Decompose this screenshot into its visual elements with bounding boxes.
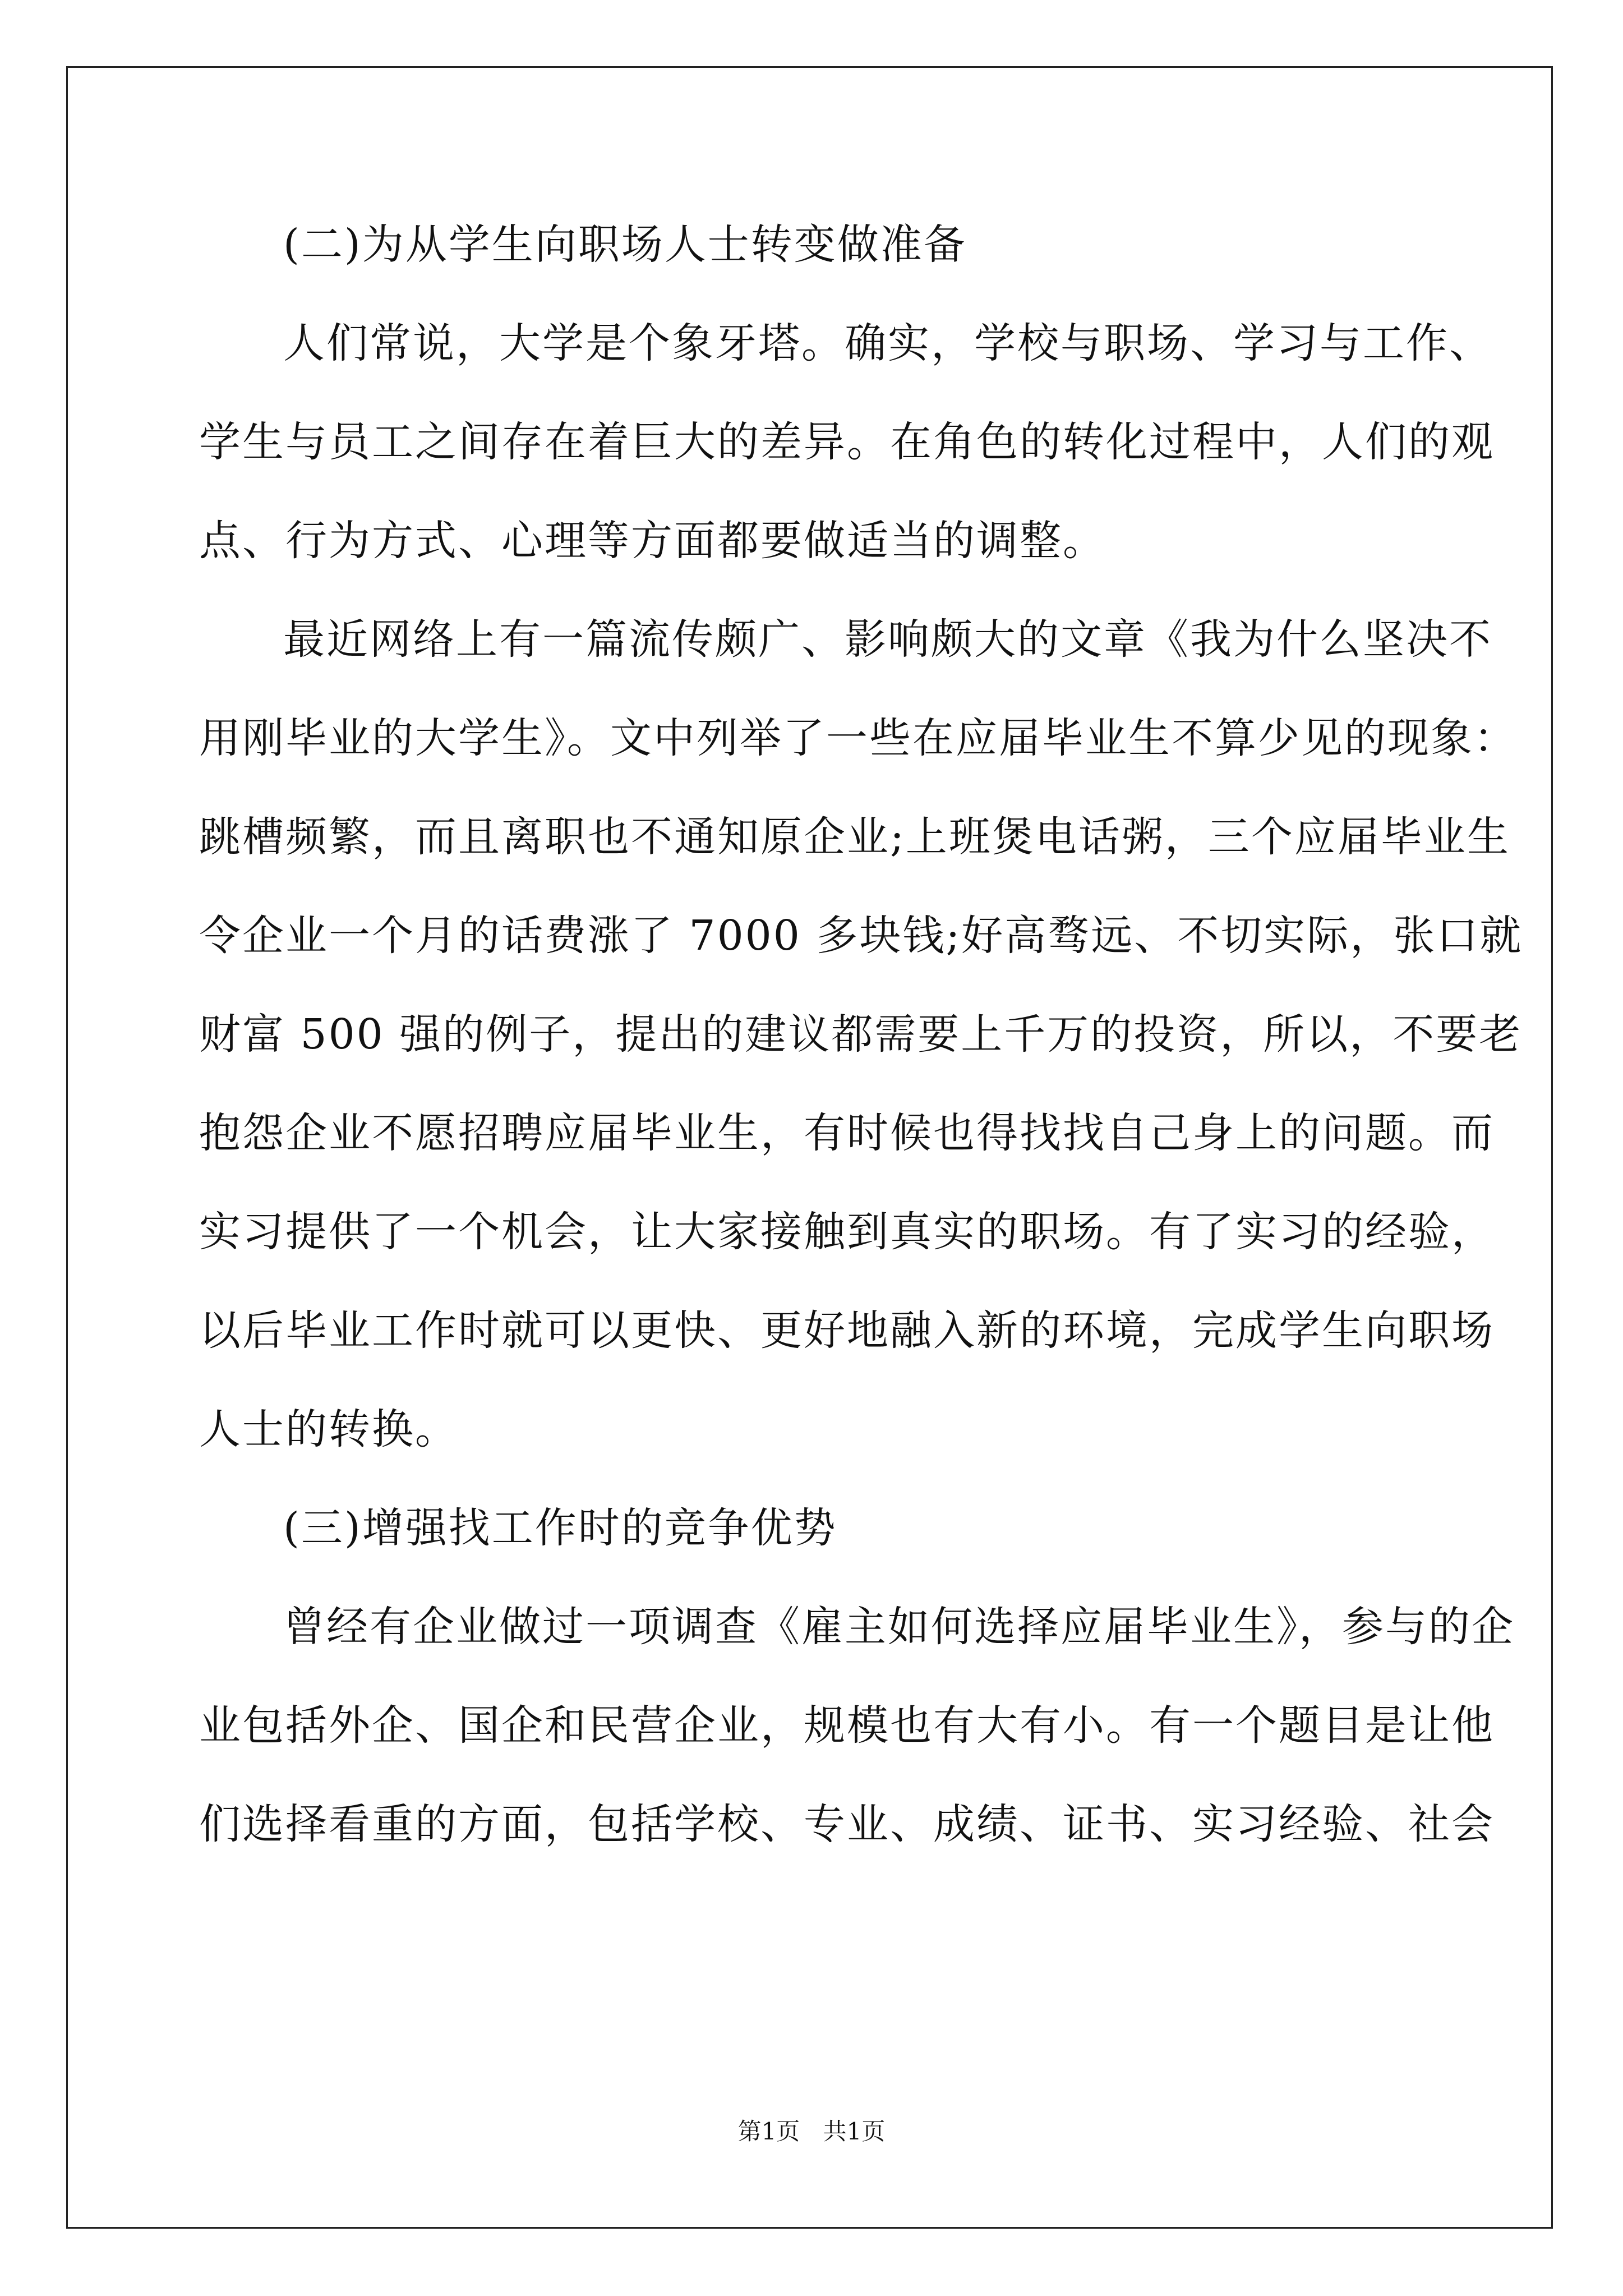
paragraph-line: 跳槽频繁，而且离职也不通知原企业;上班煲电话粥，三个应届毕业生 (199, 813, 1510, 861)
paragraph-line: 以后毕业工作时就可以更快、更好地融入新的环境，完成学生向职场 (199, 1306, 1495, 1355)
paragraph-line: 点、行为方式、心理等方面都要做适当的调整。 (199, 517, 1106, 565)
page-total: 共1页 (823, 2118, 886, 2145)
heading-section-3: (三)增强找工作时的竞争优势 (283, 1504, 837, 1552)
heading-section-2: (二)为从学生向职场人士转变做准备 (283, 220, 967, 269)
paragraph-line: 令企业一个月的话费涨了 7000 多块钱;好高骛远、不切实际，张口就 (199, 912, 1523, 960)
paragraph-line: 财富 500 强的例子，提出的建议都需要上千万的投资，所以，不要老 (199, 1010, 1523, 1059)
paragraph-line: 学生与员工之间存在着巨大的差异。在角色的转化过程中，人们的观 (199, 418, 1495, 466)
paragraph-line: 业包括外企、国企和民营企业，规模也有大有小。有一个题目是让他 (199, 1701, 1495, 1750)
paragraph-line: 实习提供了一个机会，让大家接触到真实的职场。有了实习的经验， (199, 1208, 1495, 1256)
paragraph-line: 用刚毕业的大学生》。文中列举了一些在应届毕业生不算少见的现象： (199, 714, 1517, 762)
paragraph-line: 人们常说，大学是个象牙塔。确实，学校与职场、学习与工作、 (283, 319, 1492, 367)
page-footer (0, 2115, 1623, 2148)
paragraph-line: 们选择看重的方面，包括学校、专业、成绩、证书、实习经验、社会 (199, 1800, 1495, 1848)
paragraph-line: 曾经有企业做过一项调查《雇主如何选择应届毕业生》，参与的企 (283, 1603, 1515, 1651)
paragraph-line: 人士的转换。 (199, 1405, 458, 1453)
paragraph-line: 抱怨企业不愿招聘应届毕业生，有时候也得找找自己身上的问题。而 (199, 1109, 1495, 1157)
page-number: 第1页 (737, 2118, 800, 2145)
paragraph-line: 最近网络上有一篇流传颇广、影响颇大的文章《我为什么坚决不 (283, 615, 1492, 664)
document-body (199, 195, 1523, 1874)
